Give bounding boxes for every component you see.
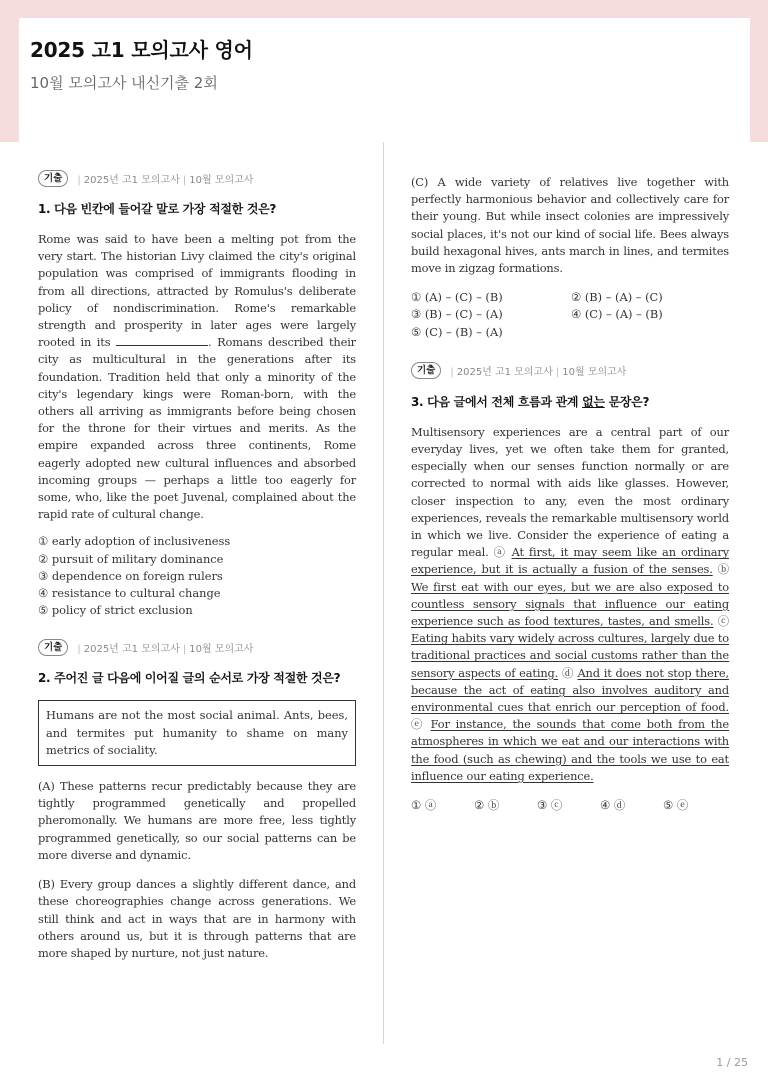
sentence-c: Eating habits vary widely across cultures, largely due to traditional practices and social customs rather than the sensory aspects of eating.: [411, 631, 729, 680]
source-year: 2025년 고1 모의고사: [456, 367, 553, 379]
sentence-e: For instance, the sounds that come both from the atmospheres in which we eat and our interactions with the food (such as chewing) and the tools we use to eat influence our eating experience.: [411, 717, 729, 783]
page-number: 1 / 25: [716, 1056, 748, 1069]
option-4[interactable]: ④ resistance to cultural change: [38, 586, 221, 601]
question-1-passage: [38, 231, 356, 523]
option-1[interactable]: ① early adoption of inclusiveness: [38, 534, 231, 549]
document-subtitle: 10월 모의고사 내신기출 2회: [30, 74, 218, 92]
question-1-title: 1. 다음 빈칸에 들어갈 말로 가장 적절한 것은?: [38, 202, 277, 216]
question-1-tag-row: [38, 168, 356, 188]
question-2-tag-row: [38, 637, 356, 657]
right-column: [411, 174, 729, 813]
source-exam: 10월 모의고사: [189, 174, 254, 186]
source-year: 2025년 고1 모의고사: [83, 174, 180, 186]
sentence-d-mark: ⓓ: [561, 665, 574, 680]
source-exam: 10월 모의고사: [562, 367, 627, 379]
question-3-title: [411, 393, 729, 410]
sentence-c-mark: ⓒ: [717, 614, 729, 629]
source-exam: 10월 모의고사: [189, 643, 254, 655]
passage-c: (C) A wide variety of relatives live together with perfectly harmonious behavior and collectively care for their young. But while insect colonies are impressively social places, it's not our kind of social life. Bees always build hexagonal hives, ants march in lines, and termites move in zigzag formations.: [411, 175, 729, 276]
source-meta: | 2025년 고1 모의고사 | 10월 모의고사: [77, 174, 254, 186]
option-2[interactable]: ② pursuit of military dominance: [38, 551, 224, 566]
option-1[interactable]: ① (A) – (C) – (B): [411, 290, 503, 305]
q3-title-underlined: 없는: [582, 394, 605, 409]
document-title: 2025 고1 모의고사 영어: [30, 38, 253, 62]
option-5[interactable]: ⑤ (C) – (B) – (A): [411, 324, 503, 339]
passage-a: (A) These patterns recur predictably because they are tightly programmed genetically and propelled pheromonally. We humans are more free, less tightly programmed genetically, so our social patterns can be more diverse and dynamic.: [38, 779, 356, 862]
answer-blank: [116, 335, 208, 346]
sentence-b-mark: ⓑ: [717, 562, 729, 577]
question-2-title: 2. 주어진 글 다음에 이어질 글의 순서로 가장 적절한 것은?: [38, 671, 341, 686]
option-2[interactable]: ② ⓑ: [474, 798, 500, 813]
question-3-options: [411, 797, 729, 813]
option-4[interactable]: ④ (C) – (A) – (B): [571, 307, 663, 322]
source-tag: 기출: [411, 362, 441, 379]
option-5[interactable]: ⑤ policy of strict exclusion: [38, 603, 193, 618]
sentence-a: At first, it may seem like an ordinary experience, but it is actually a fusion of the senses.: [411, 545, 729, 577]
passage-b: (B) Every group dances a slightly different dance, and these choreographies change across generations. We still think and act in ways that are in harmony with others around us, but it is through patterns that are more shaped by nurture, not just nature.: [38, 877, 356, 960]
given-passage-box: Humans are not the most social animal. Ants, bees, and termites put humanity to shame on many metrics of sociality.: [38, 700, 356, 766]
option-3[interactable]: ③ ⓒ: [537, 798, 563, 813]
sentence-e-mark: ⓔ: [411, 717, 425, 732]
option-2[interactable]: ② (B) – (A) – (C): [571, 290, 663, 305]
passage-before-blank: Rome was said to have been a melting pot from the very start. The historian Livy claimed the city's original population was comprised of immigrants flooding in from all directions, attracted by Romulus's deliberate policy of nondiscrimination. Rome's remarkable strength and prosperity in later ages were largely rooted in its: [38, 232, 356, 350]
source-tag: 기출: [38, 639, 68, 656]
left-column: [38, 168, 356, 974]
option-4[interactable]: ④ ⓓ: [600, 798, 626, 813]
sentence-b: We first eat with our eyes, but we are also exposed to countless sensory signals that influence our eating experience such as food textures, tastes, and smells.: [411, 579, 729, 629]
source-year: 2025년 고1 모의고사: [83, 643, 180, 655]
source-meta: | 2025년 고1 모의고사 | 10월 모의고사: [450, 367, 627, 379]
sentence-d: And it does not stop there, because the act of eating also involves auditory and environmental cues that enrich our perception of food.: [411, 665, 729, 715]
q3-title-pre: 3. 다음 글에서 전체 흐름과 관계: [411, 394, 583, 409]
question-3-tag-row: [411, 361, 729, 381]
sentence-a-mark: ⓐ: [493, 545, 507, 560]
source-tag: 기출: [38, 170, 68, 187]
passage-intro: Multisensory experiences are a central part of our everyday lives, yet we often take them for granted, especially when our senses function normally or are corrected to normal with aids like glasses. However, closer inspection to any, even the most ordinary experiences, reveals the remarkable multisensory world in which we live. Consider the experience of eating a regular meal.: [411, 424, 729, 560]
option-5[interactable]: ⑤ ⓔ: [663, 798, 689, 813]
source-meta: | 2025년 고1 모의고사 | 10월 모의고사: [77, 643, 254, 655]
option-1[interactable]: ① ⓐ: [411, 798, 437, 813]
question-2-options: [411, 289, 729, 341]
column-divider: [383, 142, 384, 1044]
question-1-options: [38, 533, 356, 619]
option-3[interactable]: ③ (B) – (C) – (A): [411, 307, 503, 322]
question-3-passage: [411, 424, 729, 785]
option-3[interactable]: ③ dependence on foreign rulers: [38, 568, 223, 583]
q3-title-post: 문장은?: [604, 394, 650, 409]
passage-after-blank: . Romans described their city as multicultural in the generations after its foundation. Tradition held that only a minority of the city's legendary kings were Roman-born, with the others all arriving as immigrants before being chosen for the throne for their virtues and merits. As the empire expanded across three continents, Rome eagerly adopted new cultural influences and absorbed incoming groups — perhaps a little too eagerly for some, who, like the poet Juvenal, complained about the rapid rate of cultural change.: [38, 335, 356, 522]
